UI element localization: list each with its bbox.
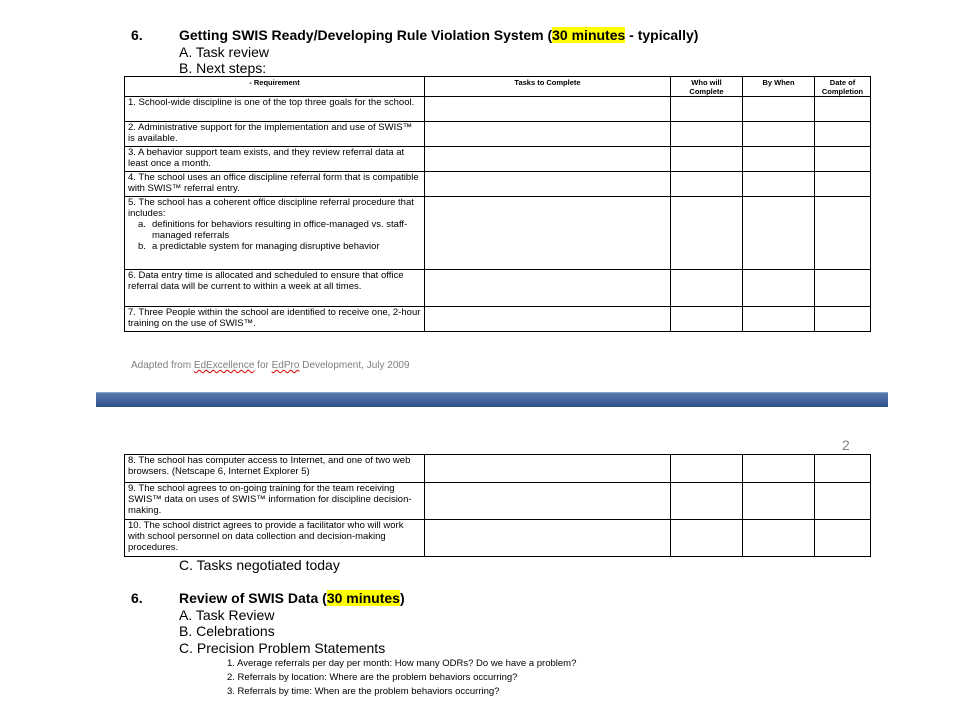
tasks-cell[interactable] [425,307,671,332]
table-row [125,147,871,172]
date-cell[interactable] [815,455,871,483]
requirement-cell: 9. The school agrees to on-going training for the team receiving SWIS™ data on uses of SWIS™ information for discipline decision-making. [125,483,425,520]
tasks-cell[interactable] [425,172,671,197]
sub-item-letter: a. [138,219,146,230]
footnote-text: for [254,360,272,371]
sub-item [128,219,421,241]
table-row [125,270,871,307]
who-cell[interactable] [671,147,743,172]
sub-item-letter: b. [138,241,146,252]
date-cell[interactable] [815,307,871,332]
tasks-cell[interactable] [425,97,671,122]
who-cell[interactable] [671,122,743,147]
requirement-cell: 10. The school district agrees to provide a facilitator who will work with school personnel on data collection and decision-making procedures. [125,520,425,557]
when-cell[interactable] [743,122,815,147]
requirement-cell: 6. Data entry time is allocated and scheduled to ensure that office referral data will be current to within a week at all times. [125,270,425,307]
table-row [125,520,871,557]
section-title [179,590,405,606]
sub-item-text: a predictable system for managing disruptive behavior [152,241,380,252]
when-cell[interactable] [743,520,815,557]
tasks-cell[interactable] [425,122,671,147]
time-highlight: 30 minutes [326,590,400,606]
table-header-row [125,77,871,97]
section-number: 6. [131,27,143,43]
list-item: 1. Average referrals per day per month: How many ODRs? Do we have a problem? [227,658,577,669]
header-date: Date of Completion [815,77,871,97]
section-title-suffix: ) [399,590,405,606]
sub-item-text: definitions for behaviors resulting in office-managed vs. staff-managed referrals [152,219,408,241]
who-cell[interactable] [671,520,743,557]
header-who: Who will Complete [671,77,743,97]
when-cell[interactable] [743,455,815,483]
date-cell[interactable] [815,197,871,270]
when-cell[interactable] [743,147,815,172]
requirement-cell: 7. Three People within the school are identified to receive one, 2-hour training on the use of SWIS™. [125,307,425,332]
next-steps-item: B. Next steps: [179,60,267,76]
date-cell[interactable] [815,483,871,520]
requirement-cell [125,197,425,270]
header-requirement: - Requirement [125,77,425,97]
requirement-cell: 3. A behavior support team exists, and they review referral data at least once a month. [125,147,425,172]
date-cell[interactable] [815,520,871,557]
adapted-footnote [131,360,410,371]
tasks-cell[interactable] [425,270,671,307]
page-separator-bar [96,392,888,407]
list-item: 2. Referrals by location: Where are the problem behaviors occurring? [227,672,518,683]
section-title [179,27,698,43]
requirement-text: 5. The school has a coherent office discipline referral procedure that includes: [128,197,414,219]
header-when: By When [743,77,815,97]
date-cell[interactable] [815,97,871,122]
table-row [125,483,871,520]
list-item: 3. Referrals by time: When are the problem behaviors occurring? [227,686,500,697]
requirement-cell: 2. Administrative support for the implementation and use of SWIS™ is available. [125,122,425,147]
section-title-suffix: - typically) [625,27,699,43]
footnote-source: EdPro [271,360,300,371]
tasks-cell[interactable] [425,147,671,172]
requirement-cell: 8. The school has computer access to Internet, and one of two web browsers. (Netscape 6, Internet Explorer 5) [125,455,425,483]
footnote-text: Development, July 2009 [299,360,410,371]
task-review-item: A. Task Review [179,607,275,623]
when-cell[interactable] [743,270,815,307]
tasks-cell[interactable] [425,520,671,557]
when-cell[interactable] [743,483,815,520]
task-review-item: A. Task review [179,44,269,60]
header-tasks: Tasks to Complete [425,77,671,97]
footnote-text: Adapted from [131,360,194,371]
requirements-table-continued [124,454,871,557]
who-cell[interactable] [671,483,743,520]
tasks-cell[interactable] [425,197,671,270]
date-cell[interactable] [815,147,871,172]
who-cell[interactable] [671,307,743,332]
date-cell[interactable] [815,172,871,197]
precision-problem-item: C. Precision Problem Statements [179,640,386,656]
when-cell[interactable] [743,197,815,270]
who-cell[interactable] [671,97,743,122]
who-cell[interactable] [671,197,743,270]
footnote-source: EdExcellence [193,360,255,371]
celebrations-item: B. Celebrations [179,623,275,639]
page-number: 2 [842,437,850,453]
tasks-negotiated-item: C. Tasks negotiated today [179,557,340,573]
requirements-table [124,76,871,332]
table-row [125,172,871,197]
date-cell[interactable] [815,270,871,307]
when-cell[interactable] [743,97,815,122]
section-title-text: Getting SWIS Ready/Developing Rule Violation System ( [179,27,553,43]
table-row [125,307,871,332]
requirement-cell: 4. The school uses an office discipline referral form that is compatible with SWIS™ referral entry. [125,172,425,197]
who-cell[interactable] [671,455,743,483]
sub-item [128,241,421,252]
date-cell[interactable] [815,122,871,147]
section-number: 6. [131,590,143,606]
table-row [125,122,871,147]
table-row [125,455,871,483]
who-cell[interactable] [671,172,743,197]
table-row [125,97,871,122]
time-highlight: 30 minutes [552,27,626,43]
tasks-cell[interactable] [425,455,671,483]
who-cell[interactable] [671,270,743,307]
table-row [125,197,871,270]
requirement-cell: 1. School-wide discipline is one of the top three goals for the school. [125,97,425,122]
when-cell[interactable] [743,307,815,332]
tasks-cell[interactable] [425,483,671,520]
when-cell[interactable] [743,172,815,197]
section-title-text: Review of SWIS Data ( [179,590,327,606]
